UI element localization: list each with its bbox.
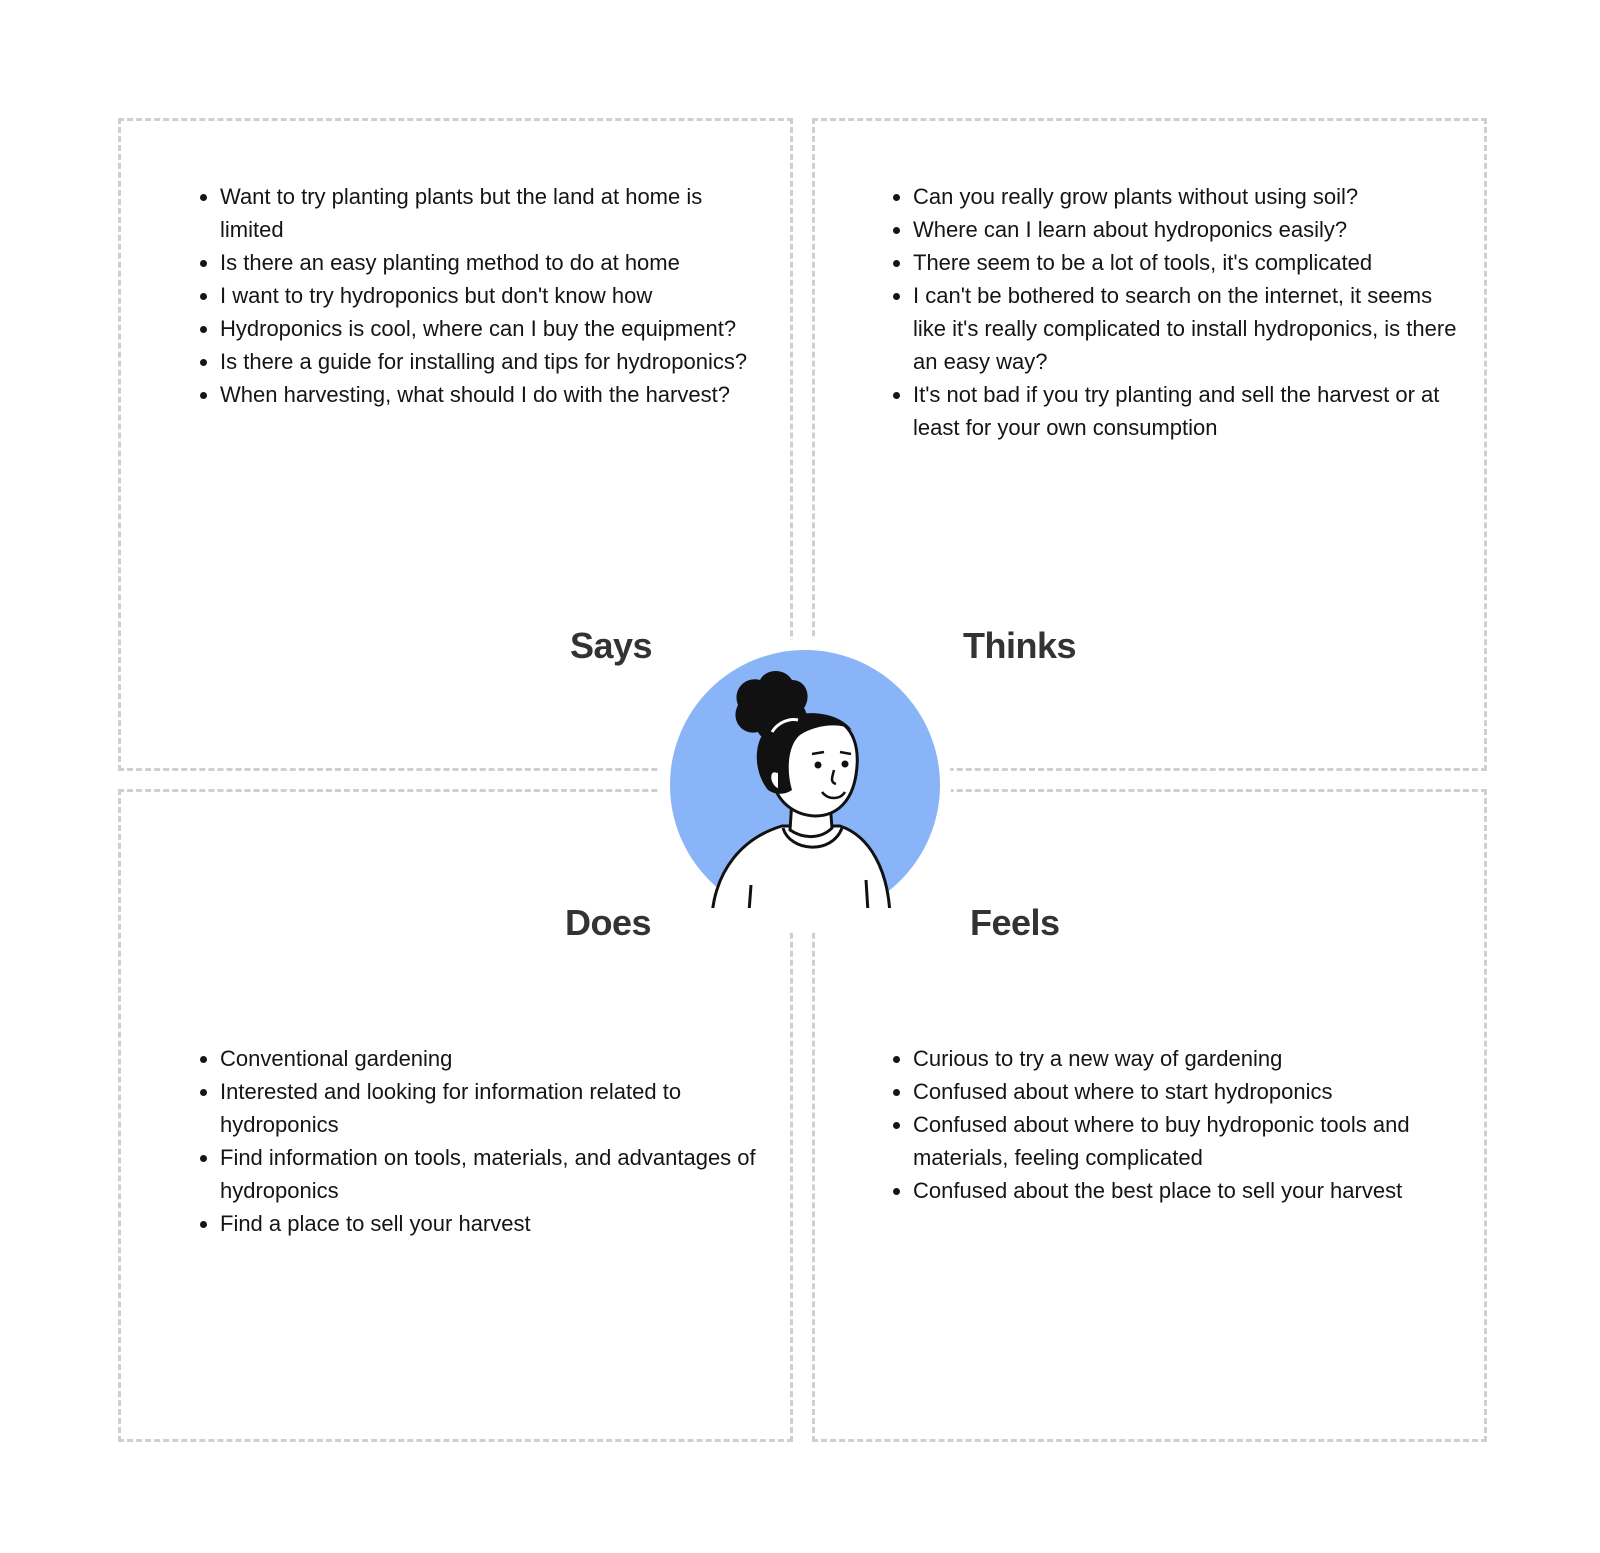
list-item: Can you really grow plants without using soil? xyxy=(913,180,1458,213)
list-item: Want to try planting plants but the land at home is limited xyxy=(220,180,760,246)
left-eye xyxy=(815,762,822,769)
says-list xyxy=(197,180,760,411)
list-item: Hydroponics is cool, where can I buy the equipment? xyxy=(220,312,760,345)
list-item: Interested and looking for information related to hydroponics xyxy=(220,1075,760,1141)
list-item: Conventional gardening xyxy=(220,1042,760,1075)
right-eye xyxy=(842,761,849,768)
list-item: I can't be bothered to search on the internet, it seems like it's really complicated to install hydroponics, is there an easy way? xyxy=(913,279,1458,378)
list-item: Is there a guide for installing and tips for hydroponics? xyxy=(220,345,760,378)
list-item: When harvesting, what should I do with the harvest? xyxy=(220,378,760,411)
feels-list xyxy=(890,1042,1443,1207)
list-item: It's not bad if you try planting and sell the harvest or at least for your own consumption xyxy=(913,378,1458,444)
arm-line-right xyxy=(866,880,868,912)
list-item: Is there an easy planting method to do at home xyxy=(220,246,760,279)
list-item: Curious to try a new way of gardening xyxy=(913,1042,1443,1075)
arm-line-left xyxy=(749,885,751,912)
list-item: Where can I learn about hydroponics easily? xyxy=(913,213,1458,246)
list-item: There seem to be a lot of tools, it's complicated xyxy=(913,246,1458,279)
list-item: Confused about where to start hydroponics xyxy=(913,1075,1443,1108)
thinks-label: Thinks xyxy=(963,625,1077,666)
thinks-list xyxy=(890,180,1458,444)
list-item: Confused about the best place to sell your harvest xyxy=(913,1174,1443,1207)
does-list xyxy=(197,1042,760,1240)
list-item: Confused about where to buy hydroponic tools and materials, feeling complicated xyxy=(913,1108,1443,1174)
list-item: I want to try hydroponics but don't know how xyxy=(220,279,760,312)
does-label: Does xyxy=(565,902,652,943)
says-label: Says xyxy=(570,625,653,666)
feels-label: Feels xyxy=(970,902,1060,943)
user-avatar-icon xyxy=(646,635,966,935)
list-item: Find a place to sell your harvest xyxy=(220,1207,760,1240)
list-item: Find information on tools, materials, and advantages of hydroponics xyxy=(220,1141,760,1207)
